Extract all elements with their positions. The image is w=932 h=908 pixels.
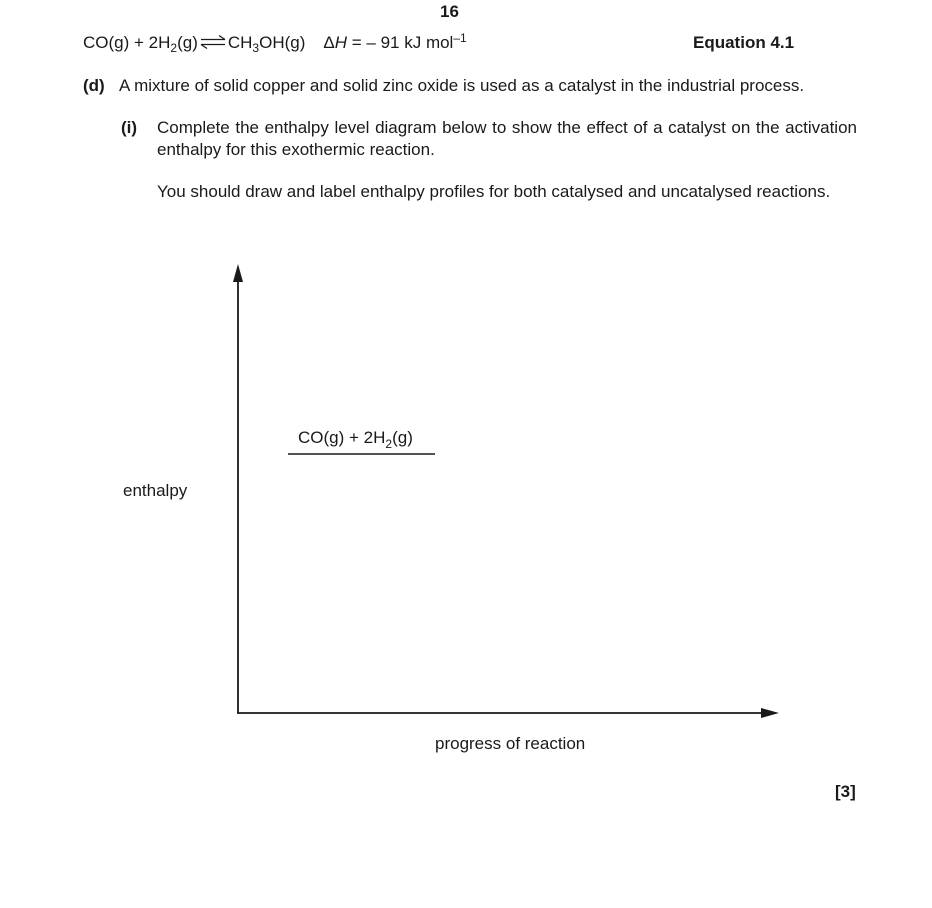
question-d-label: (d) [83,76,105,95]
marks-allocation: [3] [835,782,856,801]
y-axis-label: enthalpy [123,481,188,500]
enthalpy-change: ΔH = – 91 kJ mol$^{-1}$ [323,31,467,52]
equation-product: $CH_3OH(g)$ [227,33,306,55]
question-i-instruction-2: You should draw and label enthalpy profiles for both catalysed and uncatalysed reactions. [157,182,831,201]
x-axis-label: progress of reaction [435,734,586,753]
equation-label: Equation 4.1 [693,33,795,52]
equation-reactants: $CO(g) + 2H_2(g)$ [83,33,198,55]
reactant-level-label: $CO(g) + 2H_2(g)$ [298,428,413,451]
y-axis-arrowhead [233,264,243,282]
x-axis-arrowhead [761,708,779,718]
question-i-instruction-1: Complete the enthalpy level diagram below to show the effect of a catalyst on the activation enthalpy for this exothermic reaction. [157,118,857,159]
question-i-label: (i) [121,118,138,137]
page-number: 16 [440,2,459,21]
question-d-text: A mixture of solid copper and solid zinc oxide is used as a catalyst in the industrial process. [119,76,805,95]
